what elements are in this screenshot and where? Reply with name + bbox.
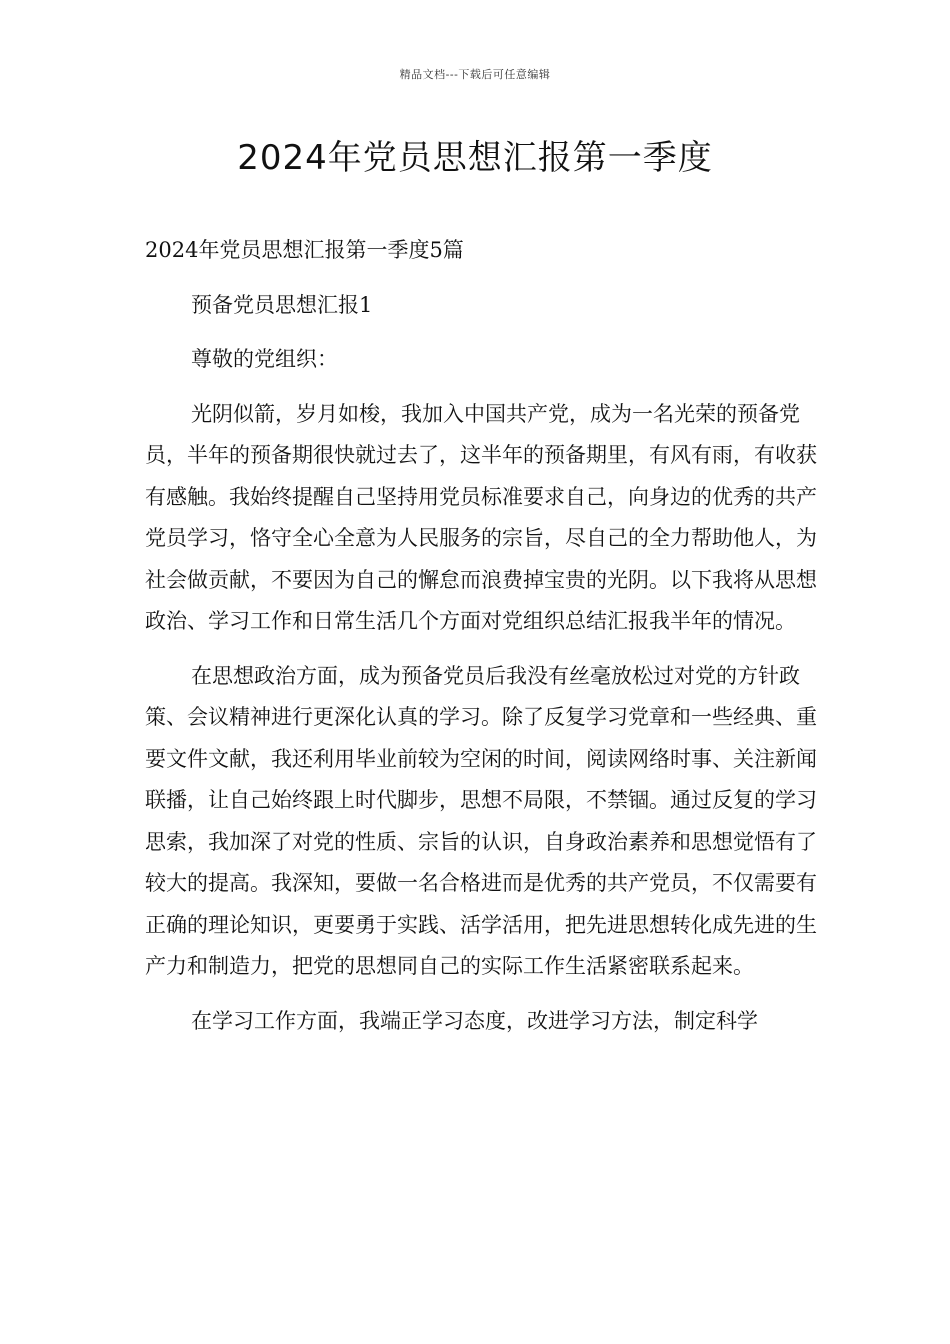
paragraph: 在学习工作方面，我端正学习态度，改进学习方法，制定科学 xyxy=(191,1008,758,1033)
document-subtitle: 2024年党员思想汇报第一季度5篇 xyxy=(145,238,464,262)
paragraph: 在思想政治方面，成为预备党员后我没有丝毫放松过对党的方针政策、会议精神进行更深化认真的学习。除了反复学习党章和一些经典、重要文件文献，我还利用毕业前较为空闲的时间，阅读网络时事、关注新闻联播，让自己始终跟上时代脚步，思想不局限，不禁锢。通过反复的学习思索，我加深了对党的性质、宗旨的认识，自身政治素养和思想觉悟有了较大的提高。我深知，要做一名合格进而是优秀的共产党员，不仅需要有正确的理论知识，更要勇于实践、活学活用，把先进思想转化成先进的生产力和制造力，把党的思想同自己的实际工作生活紧密联系起来。 xyxy=(145,663,817,978)
paragraph: 光阴似箭，岁月如梭，我加入中国共产党，成为一名光荣的预备党员，半年的预备期很快就过去了，这半年的预备期里，有风有雨，有收获有感触。我始终提醒自己坚持用党员标准要求自己，向身边的优秀的共产党员学习，恪守全心全意为人民服务的宗旨，尽自己的全力帮助他人，为社会做贡献，不要因为自己的懈怠而浪费掉宝贵的光阴。以下我将从思想政治、学习工作和日常生活几个方面对党组织总结汇报我半年的情况。 xyxy=(145,401,817,633)
document-body xyxy=(145,230,825,1042)
header-note: 精品文档---下载后可任意编辑 xyxy=(399,68,551,81)
document-title: 2024年党员思想汇报第一季度 xyxy=(237,138,713,178)
report-heading: 预备党员思想汇报1 xyxy=(191,292,373,317)
salutation: 尊敬的党组织： xyxy=(191,347,338,371)
